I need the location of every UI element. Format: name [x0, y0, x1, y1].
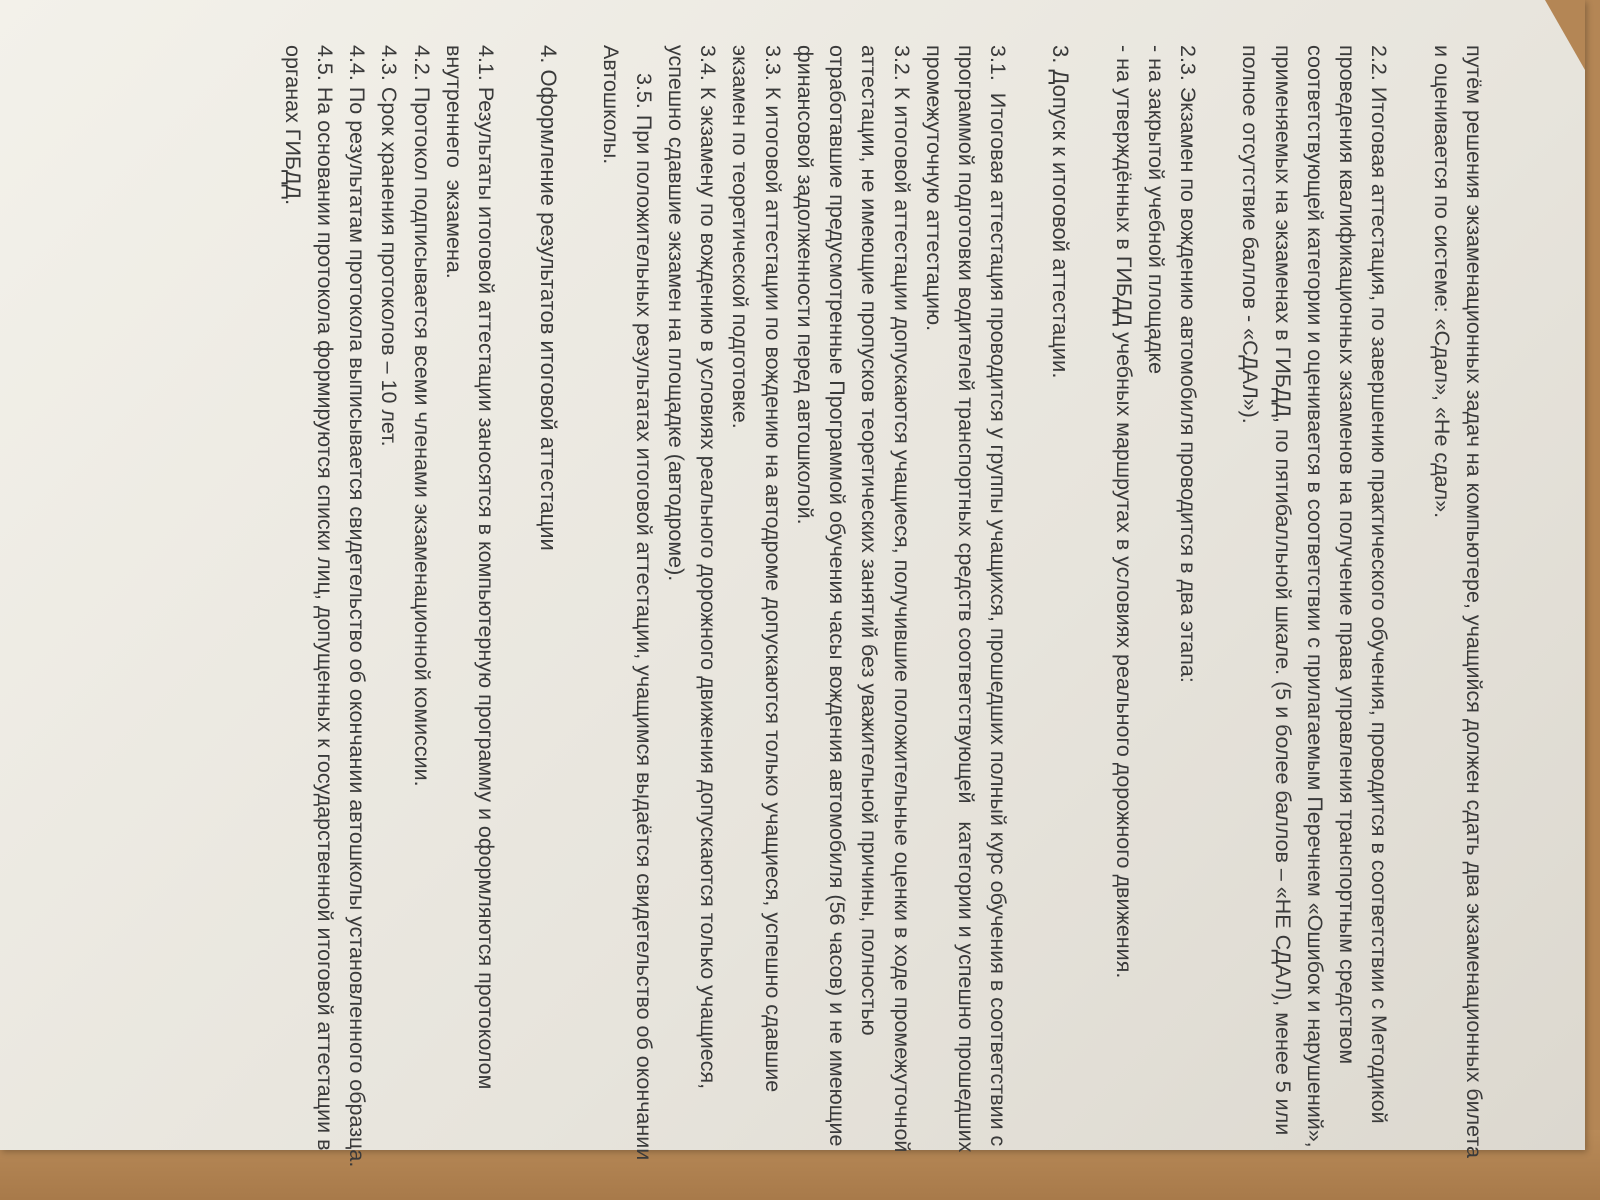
document-page — [0, 45, 1490, 1175]
section-3-heading: 3. Допуск к итоговой аттестации. — [1048, 45, 1074, 379]
paragraph-3-1: 3.1. Итоговая аттестация проводится у группы учащихся, прошедших полный курс обучения в соответствии с программой подготовки водителей транспортных средств соответствующей категории и успешно прошедших промежуточную аттестацию. — [922, 45, 1011, 1159]
paragraph-4-5: 4.5. На основании протокола формируются списки лиц, допущенных к государственной итоговой аттестации в органах ГИБДД. — [280, 45, 337, 1157]
paragraph-3-5: 3.5. При положительных результатах итоговой аттестации, учащимся выдаётся свидетельство об окончании Автошколы. — [599, 45, 656, 1167]
paragraph-3-2: 3.2. К итоговой аттестации допускаются учащиеся, получившие положительные оценки в ходе промежуточной аттестации, не имеющие пропусков теоретических занятий без уважительной причины, полностью отработавшие предусмотренные Программой обучения часы вождения автомобиля (56 часов) и не имеющие финансовой задолженности перед автошколой. — [793, 45, 914, 1159]
exam-stage-2: - на утверждённых в ГИБДД учебных маршрутах в условиях реального дорожного движения. — [1111, 45, 1136, 979]
paragraph-4-1: 4.1. Результаты итоговой аттестации заносятся в компьютерную программу и оформляются протоколом внутреннего экзамена. — [442, 45, 499, 1096]
intro-paragraph: путём решения экзаменационных задач на компьютере, учащийся должен сдать два экзаменационных билета и оценивается по системе: «Сдал», «Не сдал». — [1429, 45, 1486, 1164]
paragraph-2-3: 2.3. Экзамен по вождению автомобиля проводится в два этапа: — [1176, 45, 1201, 683]
paragraph-4-3: 4.3. Срок хранения протоколов – 10 лет. — [377, 45, 402, 447]
paragraph-3-3: 3.3. К итоговой аттестации по вождению на автодроме допускаются только учащиеся, успешно сдавшие экзамен по теоретической подготовке. — [728, 45, 785, 1099]
paragraph-2-2: 2.2. Итоговая аттестация, по завершению практического обучения, проводится в соответствии с Методикой проведения квалификационных экзаменов на получение права управления транспортным средством соответствующей категории и оценивается в соответствии с прилагаемым Перечнем «Ошибок и нарушений», применяемых на экзаменах в ГИБДД, по пятибалльной шкале. (5 и более баллов – «НЕ СДАЛ), менее 5 или полное отсутствие баллов - «СДАЛ»). — [1238, 45, 1392, 1154]
paper-corner — [1545, 0, 1585, 70]
exam-stage-1: - на закрытой учебной площадке — [1144, 45, 1168, 375]
paragraph-4-2: 4.2. Протокол подписывается всеми членами экзаменационной комиссии. — [409, 45, 434, 787]
section-4-heading: 4. Оформление результатов итоговой аттестации — [536, 45, 562, 551]
paragraph-4-4: 4.4. По результатам протокола выписывается свидетельство об окончании автошколы установленного образца. — [345, 45, 370, 1168]
paragraph-3-4: 3.4. К экзамену по вождению в условиях реального дорожного движения допускаются только учащиеся, успешно сдавшие экзамен на площадке (автодроме). — [664, 45, 721, 1096]
